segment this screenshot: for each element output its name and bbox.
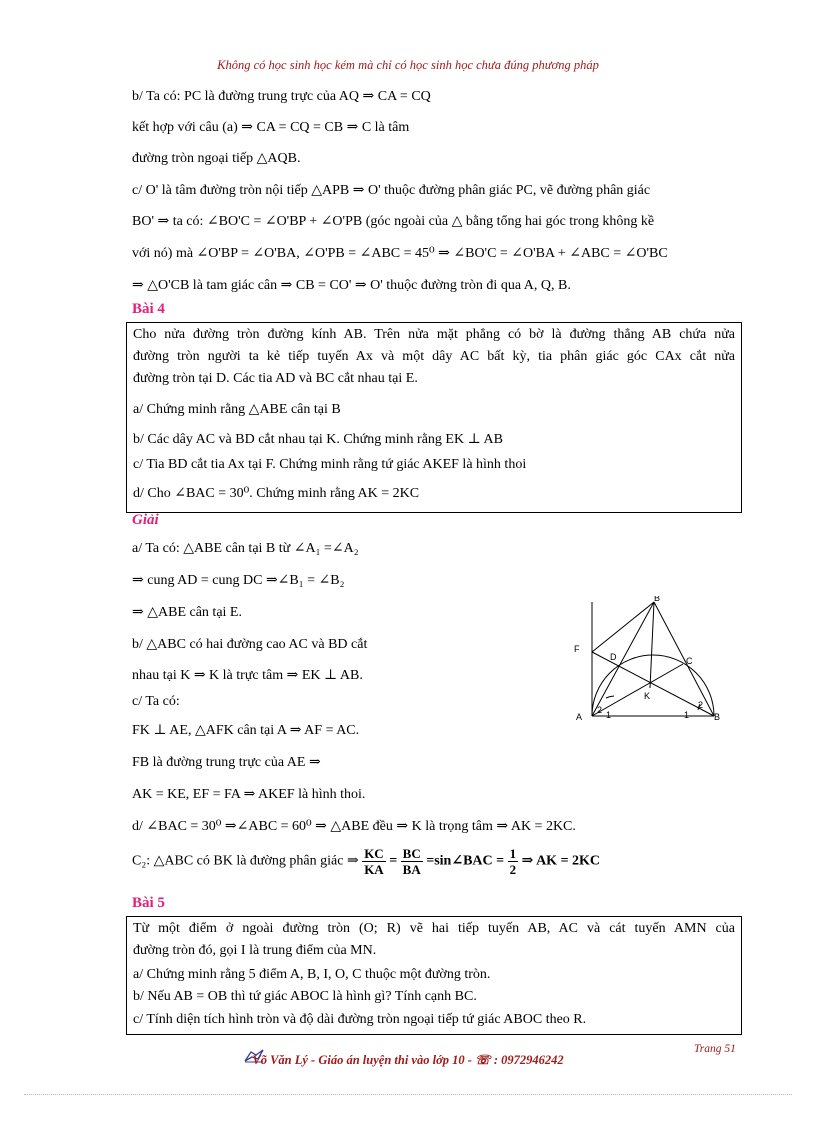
- label-a: A: [576, 712, 583, 722]
- text-line: c/ O' là tâm đường tròn nội tiếp △APB ⇒ O' thuộc đường phân giác PC, vẽ đường phân giác: [132, 183, 651, 198]
- solution-line: ⇒ △ABE cân tại E.: [132, 605, 242, 620]
- solution-line: b/ △ABC có hai đường cao AC và BD cắt: [132, 637, 368, 652]
- label-b: B: [714, 712, 721, 722]
- text-line: kết hợp với câu (a) ⇒ CA = CQ = CB ⇒ C là tâm: [132, 120, 410, 135]
- label-angle-a2: 2: [597, 705, 603, 715]
- problem-line: đường tròn đó, gọi I là trung điểm của MN.: [133, 943, 377, 958]
- segment-be: [654, 602, 714, 716]
- solution-title: Giải: [132, 512, 159, 528]
- text-line: BO' ⇒ ta có: ∠BO'C = ∠O'BP + ∠O'PB (góc ngoài của △ bằng tổng hai góc trong không kề: [132, 214, 655, 229]
- text-line: với nó) mà ∠O'BP = ∠O'BA, ∠O'PB = ∠ABC = 45⁰ ⇒ ∠BO'C = ∠O'BA + ∠ABC = ∠O'BC: [132, 246, 668, 261]
- problem-line: Cho nửa đường tròn đường kính AB. Trên nửa mặt phẳng có bờ là đường thẳng AB chứa nửa: [133, 327, 735, 342]
- problem-box-bai5: [126, 916, 742, 1035]
- text-line: đường tròn ngoại tiếp △AQB.: [132, 151, 301, 166]
- text-line: b/ Ta có: PC là đường trung trực của AQ ⇒ CA = CQ: [132, 89, 431, 104]
- problem-line: a/ Chứng minh rằng 5 điểm A, B, I, O, C thuộc một đường tròn.: [133, 967, 491, 982]
- label-d: D: [610, 652, 617, 662]
- fraction-numerator: BC: [402, 846, 421, 861]
- label-c: C: [686, 656, 693, 666]
- problem-line: c/ Tia BD cắt tia Ax tại F. Chứng minh rằng tứ giác AKEF là hình thoi: [133, 457, 527, 472]
- fraction-one-half: [508, 846, 519, 877]
- section-title-bai4: Bài 4: [132, 301, 165, 317]
- problem-box-bai4: [126, 322, 742, 513]
- problem-line: b/ Nếu AB = OB thì tứ giác ABOC là hình gì? Tính cạnh BC.: [133, 989, 477, 1004]
- label-k: K: [644, 691, 651, 701]
- fraction-kc-ka: [362, 846, 386, 877]
- c2-sin-part: =sin∠BAC =: [426, 853, 505, 869]
- fraction-denominator: 2: [509, 862, 517, 877]
- page-header: Không có học sinh học kém mà chỉ có học sinh học chưa đúng phương pháp: [217, 58, 599, 72]
- solution-line: AK = KE, EF = FA ⇒ AKEF là hình thoi.: [132, 787, 366, 802]
- text-line: ⇒ △O'CB là tam giác cân ⇒ CB = CO' ⇒ O' thuộc đường tròn đi qua A, Q, B.: [132, 278, 571, 293]
- page-footer: Võ Văn Lý - Giáo án luyện thi vào lớp 10 - ☏ : 0972946242: [252, 1053, 564, 1067]
- geometry-figure: [570, 596, 730, 728]
- solution-line: a/ Ta có: △ABE cân tại B từ ∠A₁ =∠A₂: [132, 541, 359, 556]
- problem-line: đường tròn tại D. Các tia AD và BC cắt nhau tại E.: [133, 371, 418, 386]
- segment-fe: [592, 602, 654, 652]
- segment-ek: [650, 602, 654, 688]
- page-number: Trang 51: [694, 1043, 736, 1055]
- label-angle-a1: 1: [606, 710, 612, 720]
- section-title-bai5: Bài 5: [132, 895, 165, 911]
- label-b-top: B: [654, 596, 661, 603]
- bottom-divider: [24, 1094, 792, 1095]
- solution-line-c2: [132, 846, 600, 877]
- fraction-denominator: KA: [364, 862, 384, 877]
- problem-line: b/ Các dây AC và BD cắt nhau tại K. Chứng minh rằng EK ⊥ AB: [133, 432, 503, 447]
- label-f: F: [574, 644, 580, 654]
- solution-line: d/ ∠BAC = 30⁰ ⇒∠ABC = 60⁰ ⇒ △ABE đều ⇒ K là trọng tâm ⇒ AK = 2KC.: [132, 819, 576, 834]
- problem-line: c/ Tính diện tích hình tròn và độ dài đường tròn ngoại tiếp tứ giác ABOC theo R.: [133, 1012, 587, 1027]
- problem-line: a/ Chứng minh rằng △ABE cân tại B: [133, 402, 341, 417]
- fraction-numerator: 1: [509, 846, 517, 861]
- c2-equals: =: [389, 853, 398, 869]
- angle-arc-a: [606, 696, 614, 698]
- solution-line: c/ Ta có:: [132, 694, 180, 709]
- fraction-numerator: KC: [364, 846, 384, 861]
- problem-line: Từ một điểm ở ngoài đường tròn (O; R) vẽ hai tiếp tuyến AB, AC và cát tuyến AMN của: [133, 921, 735, 936]
- solution-line: ⇒ cung AD = cung DC ⇒∠B₁ = ∠B₂: [132, 573, 345, 588]
- c2-text: C₂: △ABC có BK là đường phân giác ⇒: [132, 853, 359, 869]
- problem-line: d/ Cho ∠BAC = 30⁰. Chứng minh rằng AK = 2KC: [133, 486, 420, 501]
- solution-line: nhau tại K ⇒ K là trực tâm ⇒ EK ⊥ AB.: [132, 668, 363, 683]
- solution-line: FK ⊥ AE, △AFK cân tại A ⇒ AF = AC.: [132, 723, 360, 738]
- label-angle-b1: 1: [684, 710, 690, 720]
- label-angle-b2: 2: [698, 700, 704, 710]
- solution-line: FB là đường trung trực của AE ⇒: [132, 755, 321, 770]
- problem-line: đường tròn người ta kẻ tiếp tuyến Ax và một dây AC bất kỳ, tia phân giác góc CAx cắt nửa: [133, 349, 735, 364]
- fraction-denominator: BA: [402, 862, 421, 877]
- c2-result: ⇒ AK = 2KC: [521, 853, 601, 869]
- fraction-bc-ba: [401, 846, 423, 877]
